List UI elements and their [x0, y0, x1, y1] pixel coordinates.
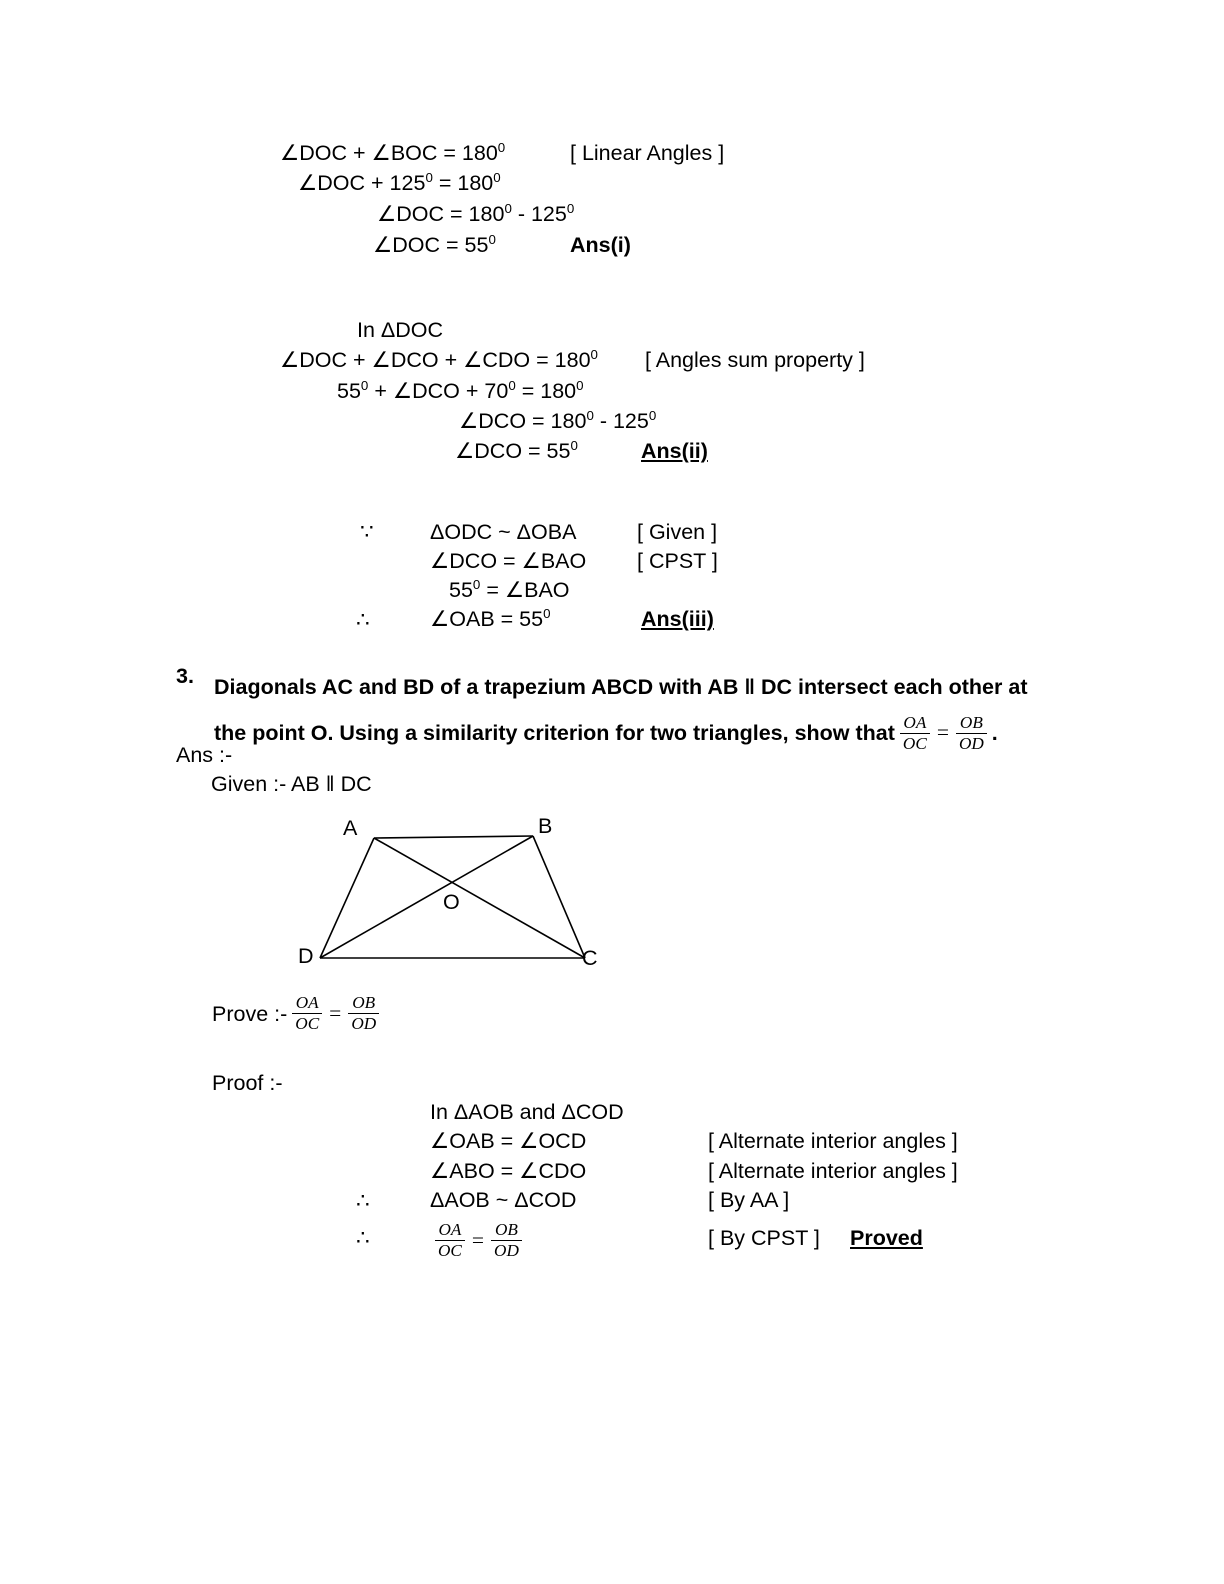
fraction-denominator: OD [956, 733, 987, 753]
degree-sup: 0 [586, 407, 594, 423]
proof-reason-2: [ Alternate interior angles ] [708, 1159, 958, 1183]
solution-iii-line-2: ∠DCO = ∠BAO [430, 549, 587, 573]
proof-line-1: ∠OAB = ∠OCD [430, 1129, 587, 1153]
solution-i-reason: [ Linear Angles ] [570, 141, 725, 165]
degree-sup: 0 [425, 169, 433, 185]
degree-sup: 0 [570, 437, 578, 453]
solution-i-line-3-text2: - 125 [511, 202, 567, 226]
fraction-numerator: OA [438, 1220, 462, 1239]
proved-label: Proved [850, 1226, 923, 1250]
edge-AB [374, 836, 533, 838]
degree-sup: 0 [504, 200, 512, 216]
vertex-label-D: D [298, 944, 314, 968]
equals-sign: = [471, 1228, 485, 1253]
ans-label: Ans :- [176, 743, 233, 767]
fraction-denominator: OD [348, 1013, 379, 1033]
solution-iii-line-3 [449, 576, 570, 602]
solution-iii-reason-2: [ CPST ] [637, 549, 718, 573]
solution-ii-line-1-text: ∠DOC + ∠DCO + ∠CDO = 180 [280, 348, 591, 372]
degree-sup: 0 [543, 605, 551, 621]
fraction-numerator: OB [352, 993, 376, 1012]
proof-line-2: ∠ABO = ∠CDO [430, 1159, 587, 1183]
fraction-denominator: OD [491, 1240, 522, 1260]
fraction-denominator: OC [435, 1240, 465, 1260]
degree-sup: 0 [472, 576, 481, 592]
equals-sign: = [936, 720, 949, 744]
solution-i-line-2-text2: = 180 [432, 171, 494, 195]
fraction-numerator: OA [903, 712, 927, 732]
degree-sup: 0 [360, 377, 369, 393]
proof-therefore-2: ∴ [356, 1226, 370, 1250]
solution-ii-line-4 [455, 437, 578, 463]
solution-ii-reason: [ Angles sum property ] [645, 348, 865, 372]
solution-iii-line-3-text: 55 [449, 578, 473, 602]
vertex-label-B: B [538, 814, 553, 838]
degree-sup: 0 [590, 346, 598, 362]
solution-ii-heading: In ΔDOC [357, 318, 444, 342]
edge-DA [320, 838, 374, 958]
solution-i-line-3 [377, 200, 575, 226]
solution-ii-line-1 [280, 346, 598, 372]
degree-sup: 0 [648, 407, 657, 423]
solution-ii-line-2-text3: = 180 [515, 379, 577, 403]
proof-therefore-1: ∴ [356, 1189, 370, 1213]
proof-line-3: ΔAOB ~ ΔCOD [430, 1188, 577, 1212]
fraction-denominator: OC [900, 733, 930, 753]
because-symbol: ∵ [360, 520, 374, 544]
solution-ii-line-2 [337, 377, 584, 403]
fraction-numerator: OB [494, 1220, 518, 1239]
solution-iii-line-4 [430, 605, 551, 631]
prove-line [212, 995, 384, 1034]
degree-sup: 0 [493, 169, 501, 185]
solution-ii-line-3 [459, 407, 657, 433]
fraction-denominator: OC [292, 1013, 322, 1033]
degree-sup: 0 [576, 377, 584, 393]
proof-reason-3: [ By AA ] [708, 1188, 790, 1212]
prove-fraction-oa-oc [292, 994, 322, 1033]
solution-i-line-1-text: ∠DOC + ∠BOC = 180 [280, 141, 498, 165]
fraction-numerator: OB [959, 712, 983, 732]
given-label: Given :- AB ‖ DC [211, 772, 372, 796]
therefore-symbol: ∴ [356, 608, 370, 632]
proof-reason-1: [ Alternate interior angles ] [708, 1129, 958, 1153]
solution-ii-line-2-text2: + ∠DCO + 70 [368, 379, 509, 403]
solution-iii-line-4-text: ∠OAB = 55 [430, 607, 544, 631]
degree-sup: 0 [508, 377, 516, 393]
vertex-label-A: A [343, 816, 358, 840]
question-3-number: 3. [176, 664, 194, 688]
vertex-label-C: C [582, 946, 598, 970]
proof-final-fraction [430, 1222, 527, 1261]
proof-label: Proof :- [212, 1071, 283, 1095]
solution-i-line-2-text: ∠DOC + 125 [298, 171, 426, 195]
equals-sign: = [329, 1001, 342, 1026]
edge-BC [533, 836, 585, 958]
fraction-oa-oc [900, 714, 930, 753]
solution-iii-line-3-text2: = ∠BAO [480, 578, 570, 602]
diagonal-BD [320, 836, 533, 958]
question-3-line-1: Diagonals AC and BD of a trapezium ABCD with AB ‖ DC intersect each other at [214, 675, 1028, 699]
solution-i-line-4-text: ∠DOC = 55 [373, 233, 489, 257]
solution-i-line-2 [298, 169, 501, 195]
diagonal-AC [374, 838, 585, 958]
solution-iii-reason-1: [ Given ] [637, 520, 718, 544]
solution-ii-line-2-text: 55 [337, 379, 361, 403]
proof-heading: In ΔAOB and ΔCOD [430, 1100, 624, 1124]
fraction-numerator: OA [295, 993, 319, 1012]
degree-sup: 0 [497, 139, 506, 155]
answer-label-ii: Ans(ii) [641, 439, 708, 463]
question-3-period: . [991, 721, 998, 745]
question-3-text [214, 664, 1054, 756]
solution-ii-line-3-text: ∠DCO = 180 [459, 409, 587, 433]
final-fraction-ob-od [491, 1221, 522, 1260]
answer-label-iii: Ans(iii) [641, 607, 714, 631]
final-fraction-oa-oc [435, 1221, 465, 1260]
answer-label-i: Ans(i) [570, 233, 631, 257]
question-3-line-2: the point O. Using a similarity criterion for two triangles, show that [214, 721, 895, 745]
degree-sup: 0 [488, 231, 496, 247]
prove-fraction-ob-od [348, 994, 379, 1033]
fraction-ob-od [956, 714, 987, 753]
prove-label: Prove :- [212, 1002, 288, 1027]
vertex-label-O: O [443, 890, 460, 914]
solution-iii-line-1: ΔODC ~ ΔOBA [430, 520, 577, 544]
solution-i-line-4 [373, 231, 496, 257]
solution-ii-line-3-text2: - 125 [593, 409, 649, 433]
degree-sup: 0 [566, 200, 575, 216]
proof-final-reason: [ By CPST ] [708, 1226, 820, 1250]
solution-i-line-1 [280, 139, 506, 165]
solution-ii-line-4-text: ∠DCO = 55 [455, 439, 571, 463]
solution-i-line-3-text: ∠DOC = 180 [377, 202, 505, 226]
